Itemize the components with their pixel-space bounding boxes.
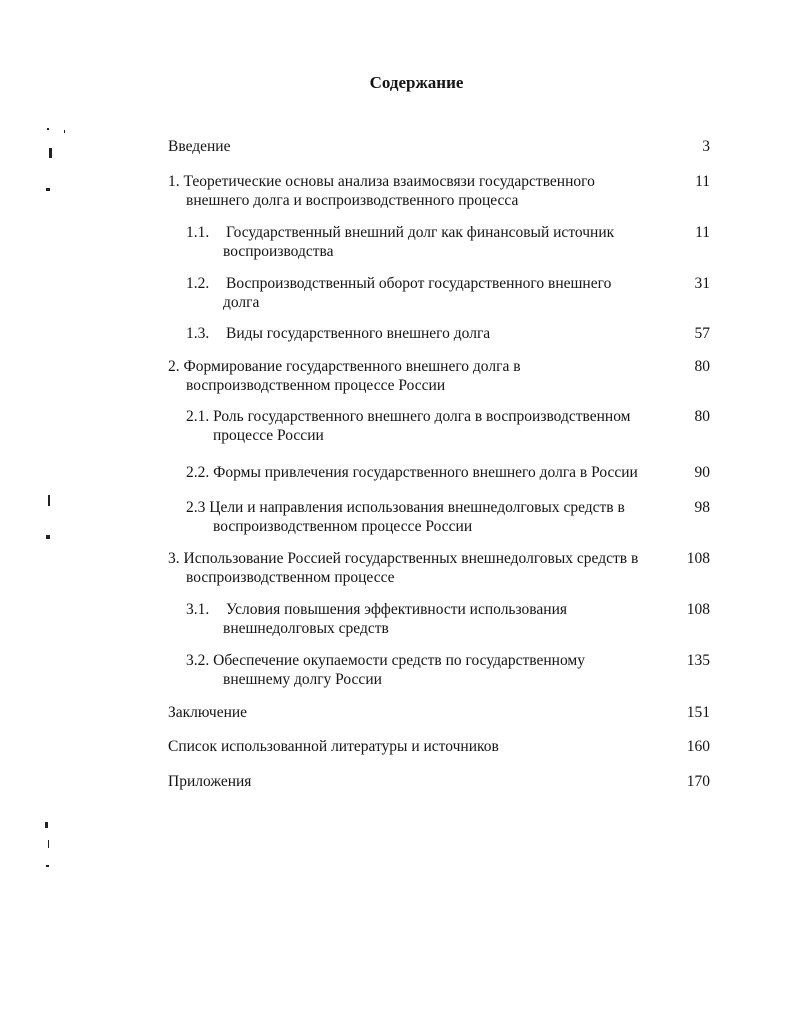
toc-entry-title-cont: внешнего долга и воспроизводственного процесса <box>186 192 519 209</box>
toc-entry-title-cont: процессе России <box>213 427 324 444</box>
toc-entry-page: 80 <box>694 408 710 425</box>
toc-entry-title: Введение <box>168 138 231 155</box>
toc-entry-title: Государственный внешний долг как финансовый источник <box>226 224 615 241</box>
toc-entry-title: Роль государственного внешнего долга в воспроизводственном <box>213 408 631 425</box>
toc-entry-title: Формы привлечения государственного внешнего долга в России <box>213 464 638 481</box>
toc-entry-number: 2. <box>168 358 180 375</box>
toc-entry-page: 57 <box>694 325 710 342</box>
toc-entry-page: 31 <box>694 275 710 292</box>
toc-entry-title-cont: воспроизводственном процессе <box>186 569 395 586</box>
toc-entry-number: 1. <box>168 173 180 190</box>
scan-speck <box>48 840 49 848</box>
toc-entry-page: 108 <box>686 550 710 567</box>
toc-entry-page: 3 <box>702 138 710 155</box>
scan-speck <box>46 188 50 191</box>
scan-speck <box>47 128 49 130</box>
toc-entry-page: 151 <box>686 704 710 721</box>
toc-entry-number: 2.3 <box>186 499 206 516</box>
toc-entry-number: 1.3. <box>186 325 210 342</box>
scan-speck <box>46 535 50 539</box>
toc-entry-page: 98 <box>694 499 710 516</box>
toc-entry-title: Виды государственного внешнего долга <box>226 325 491 342</box>
toc-entry-title: Воспроизводственный оборот государственного внешнего <box>226 275 612 292</box>
toc-entry-title: Условия повышения эффективности использования <box>226 601 567 618</box>
toc-entry-title: Приложения <box>168 773 252 790</box>
toc-entry-page: 80 <box>694 358 710 375</box>
toc-entry-title: Заключение <box>168 704 248 721</box>
page-title: Содержание <box>369 73 464 92</box>
toc-entry-number: 1.1. <box>186 224 210 241</box>
scan-speck <box>46 865 49 867</box>
toc-entry-page: 11 <box>695 224 710 241</box>
scan-speck <box>64 130 65 133</box>
toc-entry-title-cont: воспроизводства <box>223 243 334 260</box>
toc-entry-page: 135 <box>686 652 710 669</box>
toc-entry-title-cont: долга <box>223 294 260 311</box>
scan-speck <box>48 495 50 506</box>
toc-entry-number: 2.2. <box>186 464 210 481</box>
toc-entry-title: Обеспечение окупаемости средств по государственному <box>213 652 585 669</box>
toc-entry-page: 160 <box>686 738 710 755</box>
scan-speck <box>45 822 48 828</box>
toc-entry-page: 108 <box>686 601 710 618</box>
toc-entry-number: 3.1. <box>186 601 210 618</box>
toc-entry-page: 170 <box>686 773 710 790</box>
toc-entry-title: Список использованной литературы и источников <box>168 738 499 755</box>
toc-entry-title: Цели и направления использования внешнедолговых средств в <box>209 499 625 516</box>
toc-entry-title-cont: воспроизводственном процессе России <box>213 518 473 535</box>
toc-entry-number: 1.2. <box>186 275 210 292</box>
toc-entry-title-cont: внешнедолговых средств <box>223 620 389 637</box>
toc-entry-title: Теоретические основы анализа взаимосвязи государственного <box>183 173 595 190</box>
toc-entry-number: 2.1. <box>186 408 210 425</box>
toc-entry-number: 3. <box>168 550 180 567</box>
toc-entry-title: Использование Россией государственных внешнедолговых средств в <box>183 550 639 567</box>
scan-speck <box>49 148 52 158</box>
toc-entry-page: 90 <box>694 464 710 481</box>
toc-entry-title-cont: воспроизводственном процессе России <box>186 377 446 394</box>
toc-entry-title-cont: внешнему долгу России <box>223 671 382 688</box>
toc-entry-number: 3.2. <box>186 652 210 669</box>
toc-entry-title: Формирование государственного внешнего долга в <box>183 358 521 375</box>
toc-entry-page: 11 <box>695 173 710 190</box>
